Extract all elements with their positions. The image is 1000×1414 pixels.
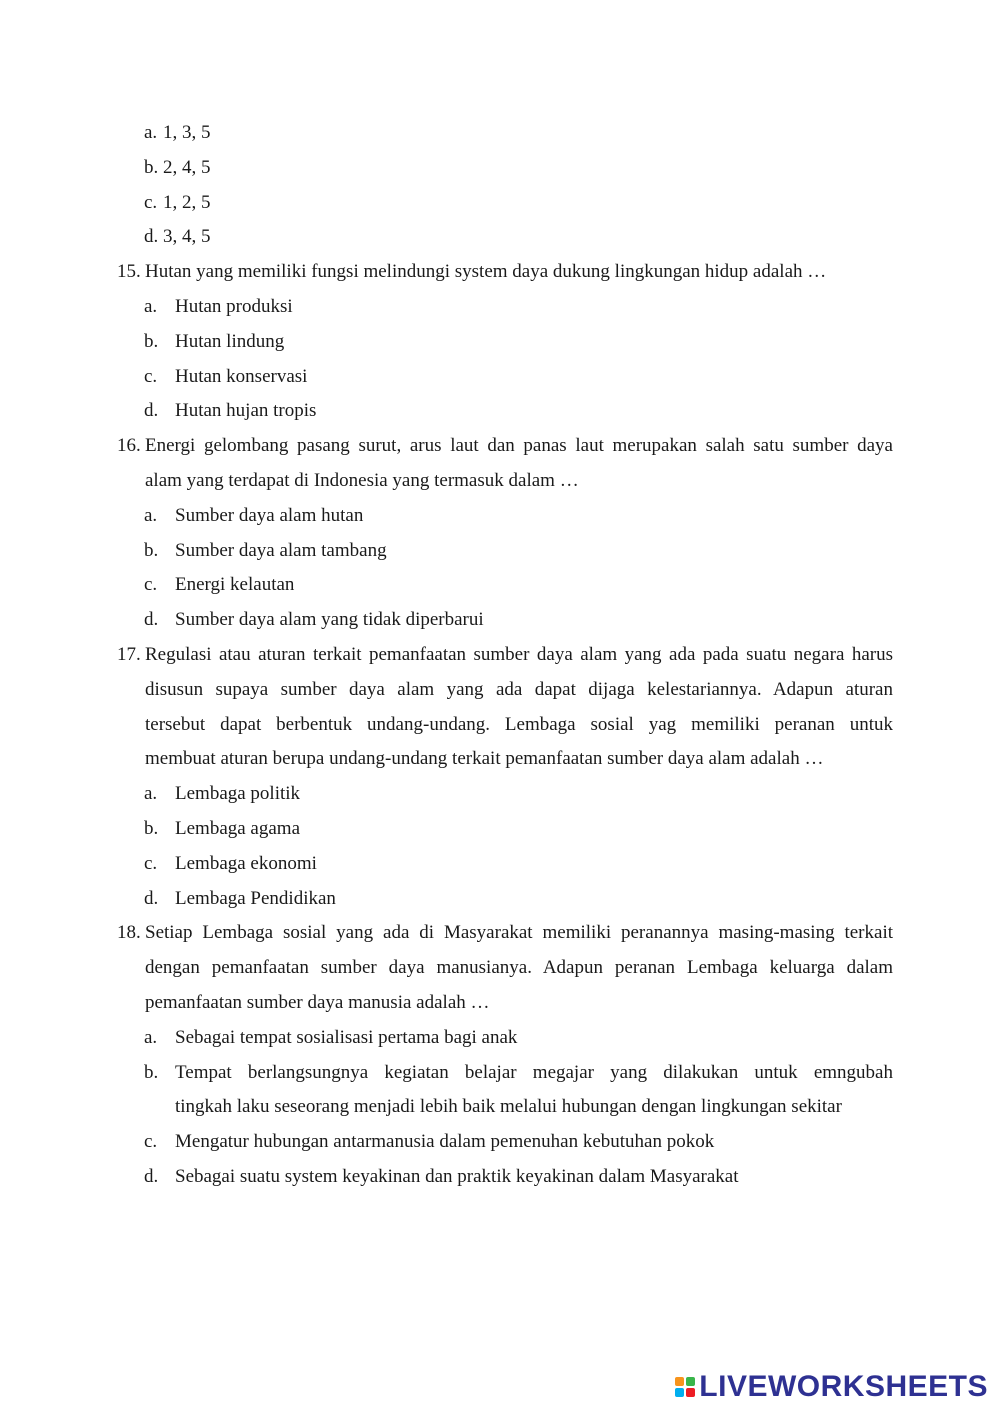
option-text: Hutan hujan tropis xyxy=(175,400,317,422)
question-text-line: disusun supaya sumber daya alam yang ada dapat dijaga kelestariannya. Adapun aturan xyxy=(145,678,893,700)
question-text-line xyxy=(117,638,1000,673)
option-18-a[interactable] xyxy=(144,1021,1000,1056)
worksheet-page xyxy=(0,116,1000,1195)
option-letter: b. xyxy=(144,330,159,352)
option-text: Mengatur hubungan antarmanusia dalam pemenuhan kebutuhan pokok xyxy=(175,1131,715,1153)
question-text-line: tersebut dapat berbentuk undang-undang. Lembaga sosial yag memiliki peranan untuk xyxy=(145,713,893,735)
option-16-b[interactable] xyxy=(144,534,1000,569)
option-17-d[interactable] xyxy=(144,882,1000,917)
option-letter: c. xyxy=(144,365,158,387)
option-text: 1, 2, 5 xyxy=(163,191,211,213)
option-text: 2, 4, 5 xyxy=(163,156,211,178)
option-14-c[interactable] xyxy=(144,186,1000,221)
question-text-line: pemanfaatan sumber daya manusia adalah … xyxy=(145,991,490,1013)
question-text-line xyxy=(117,429,1000,464)
option-letter: d. xyxy=(144,1165,159,1187)
question-text-line: dengan pemanfaatan sumber daya manusianya. Adapun peranan Lembaga keluarga dalam xyxy=(145,957,893,979)
option-letter: b. xyxy=(144,1061,159,1083)
option-text: Sebagai tempat sosialisasi pertama bagi anak xyxy=(175,1026,518,1048)
option-letter: a. xyxy=(144,504,158,526)
liveworksheets-logo xyxy=(675,1370,988,1404)
option-18-b[interactable] xyxy=(144,1056,1000,1091)
option-letter: b. xyxy=(144,539,159,561)
option-text: Tempat berlangsungnya kegiatan belajar megajar yang dilakukan untuk emngubah xyxy=(175,1061,893,1083)
logo-tile-e xyxy=(686,1388,695,1397)
option-16-d[interactable] xyxy=(144,603,1000,638)
question-text-line xyxy=(117,916,1000,951)
option-text: Sumber daya alam hutan xyxy=(175,504,364,526)
option-text: Lembaga ekonomi xyxy=(175,852,317,874)
option-text: Hutan lindung xyxy=(175,330,285,352)
option-text-continuation: tingkah laku seseorang menjadi lebih baik melalui hubungan dengan lingkungan sekitar xyxy=(175,1096,842,1118)
question-text: Energi gelombang pasang surut, arus laut dan panas laut merupakan salah satu sumber daya xyxy=(145,435,893,457)
option-letter: d. xyxy=(144,400,159,422)
option-text: 3, 4, 5 xyxy=(163,226,211,248)
option-text: Sumber daya alam yang tidak diperbarui xyxy=(175,609,484,631)
question-text-line xyxy=(117,255,1000,290)
question-14-options xyxy=(0,116,1000,255)
option-14-a[interactable] xyxy=(144,116,1000,151)
option-letter: d. xyxy=(144,609,159,631)
option-18-c[interactable] xyxy=(144,1125,1000,1160)
option-text: Lembaga Pendidikan xyxy=(175,887,336,909)
option-letter: c. xyxy=(144,852,158,874)
option-text: Hutan konservasi xyxy=(175,365,308,387)
option-letter: b. xyxy=(144,817,159,839)
question-number: 17. xyxy=(117,643,141,665)
option-letter: b. xyxy=(144,156,159,178)
option-15-c[interactable] xyxy=(144,360,1000,395)
question-text-line: alam yang terdapat di Indonesia yang termasuk dalam … xyxy=(145,469,579,491)
question-text: Hutan yang memiliki fungsi melindungi system daya dukung lingkungan hidup adalah … xyxy=(145,261,827,283)
option-text: Sumber daya alam tambang xyxy=(175,539,387,561)
question-number: 18. xyxy=(117,922,141,944)
option-18-d[interactable] xyxy=(144,1160,1000,1195)
option-17-a[interactable] xyxy=(144,777,1000,812)
option-text: Sebagai suatu system keyakinan dan praktik keyakinan dalam Masyarakat xyxy=(175,1165,739,1187)
question-16 xyxy=(0,429,1000,638)
option-letter: c. xyxy=(144,574,158,596)
question-18 xyxy=(0,916,1000,1194)
option-16-c[interactable] xyxy=(144,568,1000,603)
question-number: 15. xyxy=(117,261,141,283)
option-15-b[interactable] xyxy=(144,325,1000,360)
option-letter: a. xyxy=(144,1026,158,1048)
option-letter: a. xyxy=(144,295,158,317)
option-16-a[interactable] xyxy=(144,499,1000,534)
question-text-line: membuat aturan berupa undang-undang terkait pemanfaatan sumber daya alam adalah … xyxy=(145,748,824,770)
option-text: 1, 3, 5 xyxy=(163,122,211,143)
logo-tile-i xyxy=(686,1377,695,1386)
question-text: Regulasi atau aturan terkait pemanfaatan sumber daya alam yang ada pada suatu negara harus xyxy=(145,643,893,665)
option-text: Hutan produksi xyxy=(175,295,293,317)
option-letter: c. xyxy=(144,191,158,213)
option-letter: a. xyxy=(144,122,158,143)
logo-tile-l xyxy=(675,1377,684,1386)
option-letter: a. xyxy=(144,783,158,805)
option-letter: c. xyxy=(144,1131,158,1153)
option-15-d[interactable] xyxy=(144,394,1000,429)
question-number: 16. xyxy=(117,435,141,457)
option-letter: d. xyxy=(144,226,159,248)
option-letter: d. xyxy=(144,887,159,909)
option-17-c[interactable] xyxy=(144,847,1000,882)
question-17 xyxy=(0,638,1000,916)
logo-tile-v xyxy=(675,1388,684,1397)
option-14-b[interactable] xyxy=(144,151,1000,186)
question-15 xyxy=(0,255,1000,429)
option-15-a[interactable] xyxy=(144,290,1000,325)
option-17-b[interactable] xyxy=(144,812,1000,847)
option-text: Energi kelautan xyxy=(175,574,295,596)
question-text: Setiap Lembaga sosial yang ada di Masyarakat memiliki peranannya masing-masing terkait xyxy=(145,922,893,944)
brand-text: LIVEWORKSHEETS xyxy=(699,1370,988,1403)
option-14-d[interactable] xyxy=(144,220,1000,255)
liveworksheets-logo-icon xyxy=(675,1377,695,1397)
option-text: Lembaga politik xyxy=(175,783,301,805)
option-text: Lembaga agama xyxy=(175,817,301,839)
